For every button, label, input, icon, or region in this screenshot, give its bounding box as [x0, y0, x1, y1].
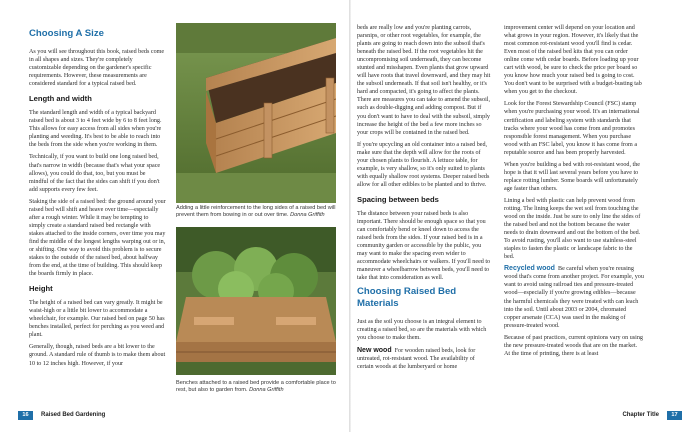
paragraph: The standard length and width of a typical backyard raised bed is about 3 to 4 feet wide by 6 to 8 feet long. This allows for easy access from all sides when you're planting and weeding. It's best to be able to reach into the beds from the side when you're working in them.: [29, 110, 162, 149]
running-footer-chapter-title: Chapter Title: [622, 412, 659, 418]
caption-text: Benches attached to a raised bed provide a comfortable place to rest, but also to garden from.: [176, 380, 336, 394]
paragraph-text: For wooden raised beds, look for untreated, rot-resistant wood. The availability of certain woods at the lumberyard or home: [357, 347, 476, 370]
paragraph: When you're building a bed with rot-resistant wood, the hope is that it will last several years before you have to replace rotting lumber. Some boards will unfortunately age faster than others.: [504, 161, 640, 192]
paragraph: [357, 347, 491, 371]
caption-text: Adding a little reinforcement to the long sides of a raised bed will prevent them from bowing in or out over time.: [176, 205, 336, 219]
paragraph: Technically, if you want to build one long raised bed, that's narrow in width (because that's what your space allows), you could do that, too, but you must be mindful of the fact that the sides can shift if you don't add supports every few feet.: [29, 154, 161, 193]
right-page-footer: [351, 410, 700, 420]
paragraph: Generally, though, raised beds are a bit lower to the ground. A standard rule of thumb is to make them about 10 to 12 inches high. However, if your: [29, 344, 166, 367]
section-heading-choosing-materials: Choosing Raised Bed Materials: [357, 286, 457, 310]
left-page-column-1: [29, 24, 166, 372]
photo-empty-raised-bed: [176, 23, 336, 203]
subheading-length-and-width: Length and width: [29, 94, 92, 104]
subheading-height: Height: [29, 284, 53, 294]
paragraph-text: Be careful when you're reusing wood that's come from another project. For example, you want to avoid using railroad ties and pressure-treated wood—especially if you're growing edibles—because the harmful chemicals they were treated with can leach into the soil. Until about 2003 or 2004, chromated copper arsenate (CCA) was used in the making of pressure-treated wood.: [504, 266, 644, 329]
runin-heading-new-wood: New wood: [357, 346, 392, 354]
paragraph: If you're upcycling an old container into a raised bed, make sure that the depth will allow for the roots of your chosen plants to flourish. A lettuce table, for example, is very shallow, so it's only suited to plants with equally shallow root systems. Deeper raised beds allow for all other edibles to be planted and to thrive.: [357, 141, 490, 188]
left-page-footer: [0, 410, 349, 420]
paragraph: Look for the Forest Stewardship Council (FSC) stamp when you're purchasing your wood. It's an international certification and labeling system with standards that tracks where your wood has come from and promotes responsible forest management. When you purchase wood with an FSC label, you know it has come from a reputable source and has been properly harvested.: [504, 101, 640, 156]
subheading-spacing-between-beds: Spacing between beds: [357, 194, 439, 204]
page-number-right: 17: [667, 411, 682, 420]
page-number-left: 16: [18, 411, 33, 420]
paragraph: Lining a bed with plastic can help prevent wood from rotting. The lining keeps the wet soil from touching the wood on the inside. Just be sure to only line the sides of the raised bed and not the bottom because the water needs to drain downward and out the bottom of the bed. To avoid rusting, you'll also want to use stainless-steel staples to fasten the plastic or landscape fabric to the bed.: [504, 197, 641, 261]
paragraph: Because of past practices, current opinions vary on using the new pressure-treated woods that are on the market. At the time of printing, there is at least: [504, 334, 643, 357]
paragraph: Just as the soil you choose is an integral element to creating a raised bed, so are the materials with which you choose to make them.: [357, 319, 487, 342]
paragraph: improvement center will depend on your location and what grows in your region. However, it's likely that the most common rot-resistant wood you'll find is cedar. Even most of the raised bed kits that you can order online come with cedar boards. Before loading up your cart with wood, be sure to check the price per board so you know how much your raised bed is going to cost. You don't want to be surprised with a budget-busting tab when you get to the checkout.: [504, 25, 642, 96]
paragraph: As you will see throughout this book, raised beds come in all shapes and sizes. They're completely customizable depending on the gardener's specific requirements. However, these measurements are considered standard for a typical raised bed.: [29, 49, 165, 88]
paragraph: The distance between your raised beds is also important. There should be enough space so that you can comfortably bend or kneel down to access the raised beds from the sides. If your raised bed is in a community garden or accessible by the public, you may want to make the spacing even wider to accommodate wheelchairs or walkers. If you'll need to maneuver a wheelbarrow between beds, you'll need to take that into consideration as well.: [357, 210, 491, 282]
paragraph: Staking the side of a raised bed: the ground around your raised bed will shift and heave over time—especially after a rough winter. While it may be tempting to simply create a standard raised bed rectangle with stakes attached to the inside corners, over time you may find the middle of the longest lengths warping out or in, or shifting. One way to avoid this problem is to secure stakes to the outside of the raised bed, about halfway from the end, at the time of building. This should keep the boards firmly in place.: [29, 198, 166, 278]
right-page-column: [504, 24, 644, 362]
runin-heading-recycled-wood: Recycled wood: [504, 265, 555, 273]
section-heading-choosing-a-size: Choosing A Size: [29, 28, 104, 39]
photo-caption: [176, 380, 336, 394]
running-footer-book-title: Raised Bed Gardening: [41, 412, 106, 418]
left-page-column-2: [357, 24, 491, 375]
book-gutter: [349, 0, 351, 432]
photo-raised-bed-with-benches: [176, 227, 336, 375]
photo-caption: [176, 205, 336, 219]
photo-credit: Donna Griffith: [290, 212, 325, 219]
photo-credit: Donna Griffith: [249, 387, 284, 394]
paragraph: [504, 265, 644, 329]
paragraph: beds are really low and you're planting carrots, parsnips, or other root vegetables, for example, the plants are going to reach down into the subsoil that's beneath the raised bed. If the root vegetables hit the uncompromising soil underneath, they can become stunted and misshapen. Even plants that grow upward will have roots that travel downward, and they may hit the subsoil underneath. If that soil isn't healthy, or it's hard and compacted, it's going to affect the plants. There are measures you can take to amend the subsoil, such as double-digging and adding compost. But if you don't want to have to deal with the subsoil, simply increase the height of the bed a few more inches so your crops will be contained in the raised bed.: [357, 25, 491, 136]
paragraph: The height of a raised bed can vary greatly. It might be waist-high or a little bit lower to accommodate a wheelchair, for example. Our raised bed on page 50 has benches installed, perfect for perching as you weed and plant.: [29, 300, 165, 339]
